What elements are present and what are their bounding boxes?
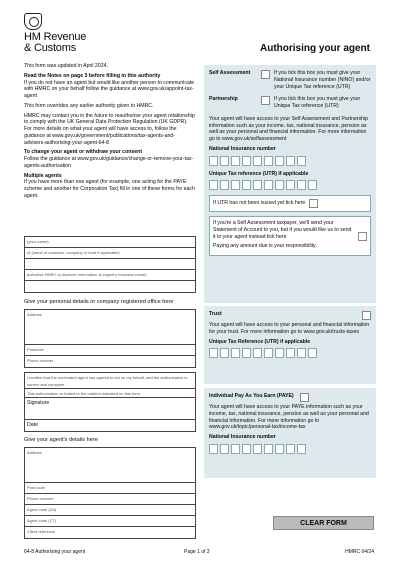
sa-utr-label: Unique Tax reference (UTR) if applicable: [209, 170, 309, 177]
agent-phone-label: Phone number: [27, 496, 54, 501]
agent-business-field[interactable]: [25, 270, 195, 281]
agent-code-sa-label: Agent code (SA): [27, 507, 57, 512]
change-text: Follow the guidance at www.gov.uk/guidance/change-or-remove-your-tax-agents-authorisation: [24, 156, 194, 169]
brand-line-1: HM Revenue: [24, 31, 87, 43]
footer-page-number: Page 1 of 3: [184, 549, 210, 555]
postcode-label: Postcode: [27, 347, 44, 352]
agent-postcode-field[interactable]: [25, 483, 195, 494]
paye-label: Individual Pay As You Earn (PAYE): [209, 393, 294, 399]
multi-text: If you have more than one agent (for example, one acting for the PAYE scheme and another for Corporation Tax) fill in one of these forms for each agent.: [24, 179, 195, 199]
footer-version: HMRC 04/24: [345, 549, 374, 555]
overrides-note: This form overrides any earlier authority given to HMRC.: [24, 102, 154, 109]
paye-text: Your agent will have access to your PAYE information such as your income, tax, national insurance, pension as well as your personal and financial information. For more information go to www.gov.uk/topic/personal-tax/income-tax: [209, 404, 369, 431]
brand-line-2: & Customs: [24, 42, 76, 54]
personal-box: [24, 309, 196, 368]
self-assessment-section: [204, 65, 376, 303]
agent-address-field[interactable]: [25, 448, 195, 483]
multi-heading: Multiple agents: [24, 172, 62, 179]
footer-form-id: 64-8 Authorising your agent: [24, 549, 86, 555]
declaration-text: [25, 373, 195, 389]
paye-nino-input[interactable]: [209, 444, 371, 454]
trust-text: Your agent will have access to your personal and financial information for your trust. For more information go to www.gov.uk/trusts-taxes: [209, 322, 370, 335]
change-heading: To change your agent or withdraw your consent: [24, 149, 143, 156]
partnership-label: Partnership: [209, 96, 238, 103]
updated-note: This form was updated in April 2024.: [24, 63, 108, 69]
clear-form-button[interactable]: CLEAR FORM: [273, 516, 374, 530]
sa-access-text: Your agent will have access to your Self Assessment and Partnership information such as your income, tax, national insurance, pension as well as your personal and financial information. For more information go to www.gov.uk/selfassessment: [209, 115, 368, 142]
hmrc-logo: [24, 13, 86, 54]
intro-text: [24, 63, 196, 203]
agent-code-ct-label: Agent code (CT): [27, 518, 57, 523]
date-field[interactable]: [25, 420, 195, 431]
trust-section: [204, 306, 376, 384]
statement-checkbox[interactable]: [358, 232, 367, 241]
authority-box: [24, 236, 196, 293]
agent-code-sa-field[interactable]: [25, 505, 195, 516]
no-utr-text: If UTR has not been issued yet tick here: [213, 200, 306, 207]
date-label: Date: [27, 422, 38, 428]
statement-box: [209, 216, 371, 256]
trust-checkbox[interactable]: [362, 311, 371, 320]
address-label: Address: [27, 312, 42, 317]
personal-heading: Give your personal details or company registered office here: [24, 299, 174, 305]
sa-label: Self Assessment: [209, 70, 251, 76]
personal-postcode-field[interactable]: [25, 345, 195, 356]
your-name-label: (your name): [27, 239, 49, 244]
trust-utr-label: Unique Tax Reference (UTR) if applicable: [209, 338, 311, 345]
statement-text: If you're a Self Assessment taxpayer, we'll send your Statement of Account to you, but if you would like us to send it to your agent instead tick here: [213, 220, 352, 240]
paying-text: Paying any amount due is your responsibility.: [213, 242, 317, 249]
client-reference-field[interactable]: [25, 527, 195, 538]
brand-name: [24, 32, 86, 54]
partnership-text: If you tick this box you must give your Unique Tax reference (UTR): [274, 96, 361, 109]
declaration-box: [24, 372, 196, 432]
agent-phone-field[interactable]: [25, 494, 195, 505]
agent-business-label: authorise HMRC to disclose information to (agent's business name): [27, 272, 147, 277]
declaration-line-1: I confirm that the nominated agent has agreed to act on my behalf, and the authorisation is correct and complete.: [27, 375, 188, 387]
partnership-checkbox[interactable]: [261, 96, 270, 105]
notes-heading: Read the Notes on page 3 before filling in this authority: [24, 72, 161, 79]
no-utr-checkbox[interactable]: [309, 199, 318, 208]
no-utr-row: [209, 195, 371, 212]
agent-postcode-label: Post code: [27, 485, 45, 490]
sa-nino-label: National Insurance number: [209, 145, 276, 152]
paye-section: [204, 388, 376, 478]
sa-utr-input[interactable]: [209, 180, 371, 190]
agent-business-field-2[interactable]: [25, 281, 195, 292]
phone-label: Phone number: [27, 358, 54, 363]
declaration-line-2: This authorisation is limited to the matters indicated on this form.: [27, 391, 142, 396]
sa-nino-input[interactable]: [209, 156, 371, 166]
personal-phone-field[interactable]: [25, 356, 195, 367]
agent-details-heading: Give your agent's details here: [24, 437, 98, 443]
personal-address-field[interactable]: [25, 310, 195, 345]
trust-label: Trust: [209, 311, 222, 317]
agent-code-ct-field[interactable]: [25, 516, 195, 527]
sa-text: If you tick this box you must give your National Insurance number (NINO) and/or your Unique Tax reference (UTR): [274, 70, 371, 90]
agent-details-box: [24, 447, 196, 539]
paye-checkbox[interactable]: [300, 393, 309, 402]
signature-label: Signature: [27, 400, 50, 406]
business-name-label: of (name of business, company or trust if applicable): [27, 250, 120, 255]
signature-field[interactable]: [25, 398, 195, 420]
client-reference-label: Client reference: [27, 529, 56, 534]
agent-address-label: Address: [27, 450, 42, 455]
trust-utr-input[interactable]: [209, 348, 371, 358]
paye-nino-label: National Insurance number: [209, 434, 276, 440]
royal-crest-icon: [24, 13, 42, 30]
blank-field[interactable]: [25, 259, 195, 270]
notes-text: If you do not have an agent but would like another person to communicate with HMRC on your behalf follow the guidance at www.gov.uk/appoint-tax-agent: [24, 79, 195, 99]
business-name-field[interactable]: [25, 248, 195, 259]
contact-note: HMRC may contact you in the future to reauthorise your agent relationship to comply with the UK General Data Protection Regulation (UK GDPR). For more details on what your agent will have access to, follow the guidance at www.gov.uk/government/publications/tax-agents-and-advisers-authorising-your-agent-64-8: [24, 112, 195, 146]
your-name-field[interactable]: [25, 237, 195, 248]
declaration-limit: [25, 389, 195, 398]
sa-checkbox[interactable]: [261, 70, 270, 79]
page-title: Authorising your agent: [260, 43, 370, 54]
